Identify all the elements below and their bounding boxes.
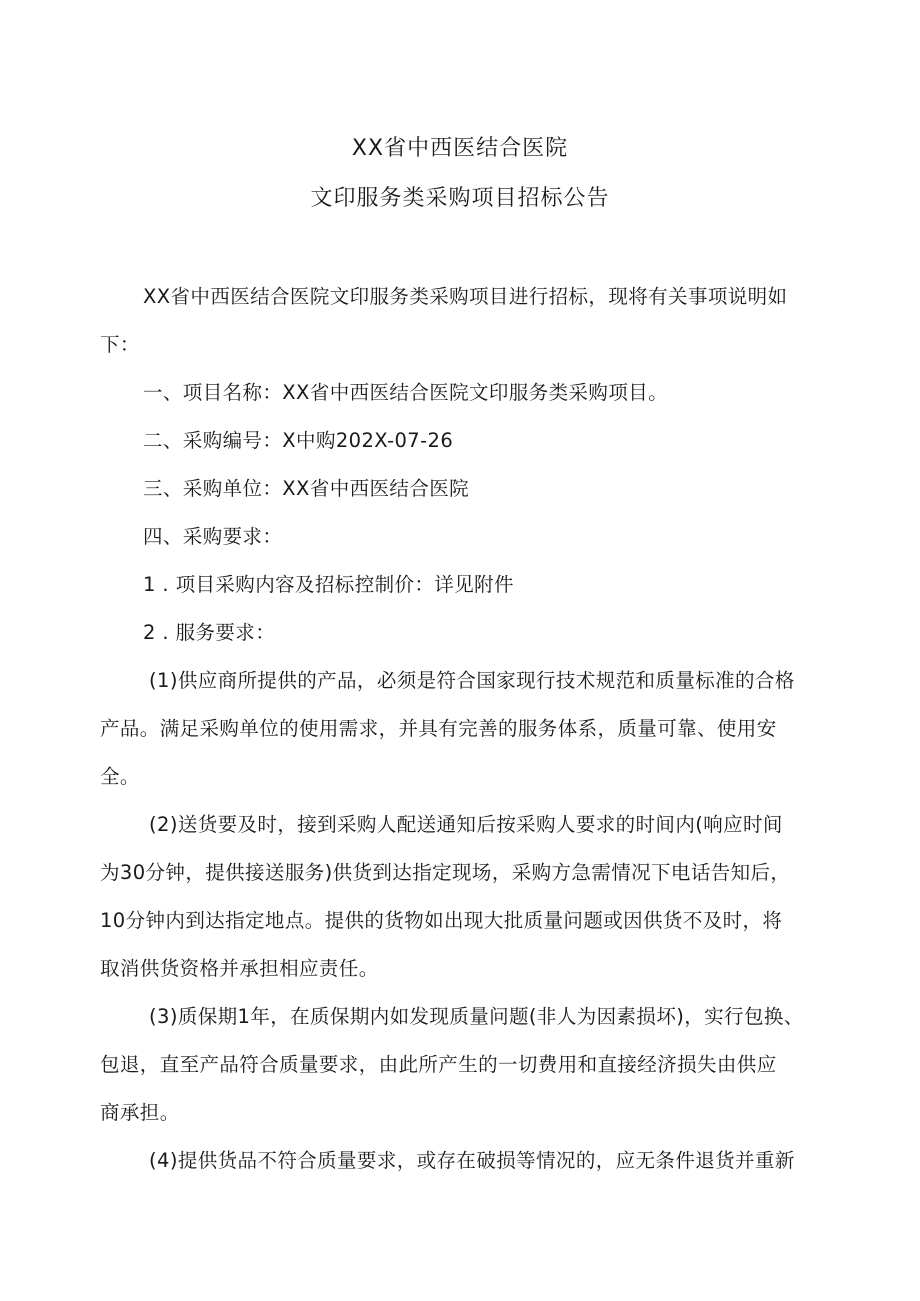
subitem-service: 2 . 服务要求： [143,621,276,644]
clause-3-line-3: 商承担。 [100,1101,180,1124]
clause-1-line-2: 产品。满足采购单位的使用需求，并具有完善的服务体系，质量可靠、使用安 [100,717,777,740]
clause-2-line-4: 取消供货资格并承担相应责任。 [100,957,379,980]
item-project-name: 一、项目名称：XX省中西医结合医院文印服务类采购项目。 [143,381,669,404]
clause-2-line-2: 为30分钟，提供接送服务)供货到达指定现场，采购方急需情况下电话告知后， [100,861,791,884]
clause-3-line-1: (3)质保期1年，在质保期内如发现质量问题(非人为因素损坏)，实行包换、 [149,1005,804,1028]
item-requirements: 四、采购要求： [143,525,283,548]
intro-line-1: XX省中西医结合医院文印服务类采购项目进行招标，现将有关事项说明如 [143,285,788,308]
clause-1-line-3: 全。 [100,765,140,788]
intro-line-2: 下： [100,333,140,356]
subitem-content: 1 . 项目采购内容及招标控制价：详见附件 [143,573,514,596]
clause-2-line-3: 10分钟内到达指定地点。提供的货物如出现大批质量问题或因供货不及时，将 [100,909,783,932]
clause-3-line-2: 包退，直至产品符合质量要求，由此所产生的一切费用和直接经济损失由供应 [100,1053,777,1076]
item-procurement-number: 二、采购编号：X中购202X-07-26 [143,429,454,452]
document-subtitle: 文印服务类采购项目招标公告 [310,186,610,211]
clause-4-line-1: (4)提供货品不符合质量要求，或存在破损等情况的，应无条件退货并重新 [149,1149,795,1172]
clause-1-line-1: (1)供应商所提供的产品，必须是符合国家现行技术规范和质量标准的合格 [149,669,795,692]
document-title: XX省中西医结合医院 [351,136,569,161]
clause-2-line-1: (2)送货要及时，接到采购人配送通知后按采购人要求的时间内(响应时间 [149,813,783,836]
item-procurement-unit: 三、采购单位：XX省中西医结合医院 [143,477,470,500]
